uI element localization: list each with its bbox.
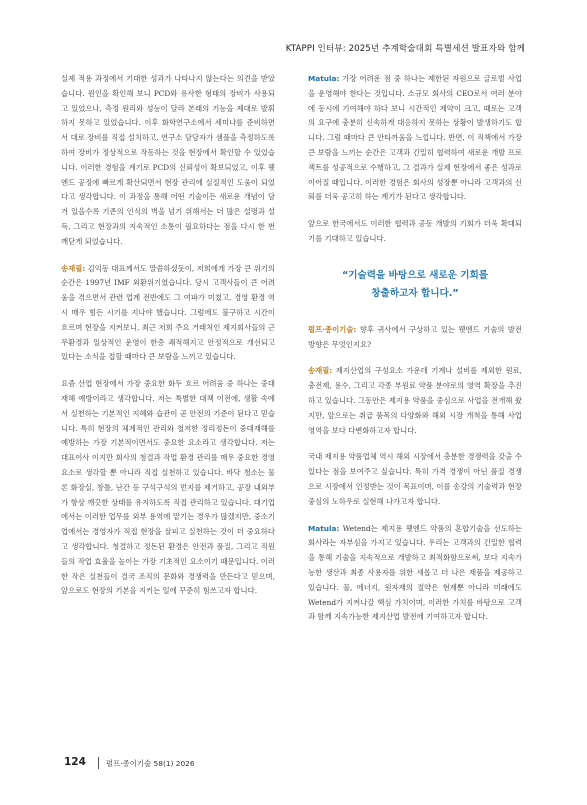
- question: [308, 323, 522, 353]
- speaker-label: Matula:: [308, 74, 340, 83]
- paragraph: 국내 제지용 약품업체 역시 해외 시장에서 충분한 경쟁력을 갖출 수 있다는 점을 보여주고 싶습니다. 특히 가격 경쟁이 아닌 품질 경쟁으로 시장에서 인정받는 것이 목표이며, 이를 송강의 기술력과 현장 중심의 노하우로 실현해 나가고자 합니다.: [308, 452, 522, 506]
- pull-quote: [308, 267, 522, 303]
- paragraph: [308, 72, 522, 205]
- paragraph: 앞으로 한국에서도 이러한 협력과 공동 개발의 기회가 더욱 확대되기를 기대하고 있습니다.: [308, 219, 522, 243]
- paragraph: 실제 적용 과정에서 기대한 성과가 나타나지 않는다는 의견을 받았습니다. 원인을 확인해 보니 PCD와 유사한 형태의 장비가 사용되고 있었으나, 측정 원리와 성능이 달라 본래의 기능을 제대로 발휘하지 못하고 있었습니다. 이후 화학연구소에서 세미나를 준비하면서 대로 장비를 직접 설치하고, 연구소 담당자가 샘플을 측정하도록 하여 장비가 정상적으로 작동하는 것을 현장에서 확인할 수 있었습니다. 이러한 경험을 계기로 PCD의 신뢰성이 확보되었고, 이후 웻엔드 공정에 빠르게 확산되면서 현장 관리에 실질적인 도움이 되었다고 생각합니다. 이 과정을 통해 어떤 기술이든 새로운 개념이 담겨 있을수록 기존의 인식의 벽을 넘기 위해서는 더 많은 설명과 설득, 그리고 현장과의 지속적인 소통이 필요하다는 점을 다시 한 번 깨닫게 되었습니다.: [61, 74, 275, 246]
- paragraph: [61, 262, 275, 366]
- pull-quote-line: “기술력을 바탕으로 새로운 기회를: [341, 269, 489, 281]
- pull-quote-line: 창출하고자 합니다.”: [371, 287, 459, 299]
- paragraph-text: 가장 어려운 점 중 하나는 제한된 자원으로 글로벌 사업을 운영해야 한다는 것입니다. 소규모 회사의 CEO로서 여러 분야에 동시에 기여해야 하다 보니 시간적인 제약이 크고, 때로는 고객의 요구에 충분히 신속하게 대응하지 못하는 상황이 발생하기도 합니다. 그럼 때마다 큰 안타까움을 느낍니다. 반면, 이 직책에서 가장 큰 보람을 느끼는 순간은 고객과 긴밀히 협력하여 새로운 개발 프로젝트를 성공적으로 수행하고, 그 결과가 실제 현장에서 좋은 성과로 이어질 때입니다. 이러한 경험은 회사의 성장뿐 아니라 고객과의 신뢰를 더욱 공고히 하는 계기가 된다고 생각합니다.: [308, 74, 522, 202]
- footer-divider: [98, 757, 99, 769]
- publication-info: 펄프·종이기술 58(1) 2026: [106, 759, 195, 768]
- speaker-label: 송재필:: [308, 366, 333, 376]
- right-column: [308, 72, 522, 637]
- paragraph-text: 제지산업의 구성요소 가운데 기계나 설비를 제외한 원료, 충전제, 용수, 그리고 각종 부원료 약품 분야로의 영역 확장을 추진하고 있습니다. 그동안은 제지용 약품을 중심으로 사업을 전개해 왔지만, 앞으로는 취급 품목의 다양화와 해외 시장 개척을 통해 사업 영역을 보다 다변화하고자 합니다.: [308, 366, 522, 435]
- speaker-label: Matula:: [308, 523, 340, 533]
- paragraph: 요즘 산업 현장에서 가장 중요한 화두 흐르 어려움 중 하나는 중대재해 예방이라고 생각합니다. 저는 특별한 대책 이전에, 생활 속에서 실천하는 기본적인 지혜와 습관이 곧 안전의 기준이 된다고 믿습니다. 특히 현장의 체계적인 관리와 철저한 정리정돈이 중대재해를 예방하는 가장 기본적이면서도 중요한 요소라고 생각합니다. 저는 대표이사 이지만 회사의 청결과 작업 환경 관리를 매우 중요한 경영 요소로 생각할 뿐 아니라 직접 실천하고 있습니다. 바닥 청소는 물론 화장실, 창틀, 난간 등 구석구석의 먼지를 제거하고, 공장 내외부가 항상 깨끗한 상태를 유지하도록 직접 관리하고 있습니다. 대기업에서는 이러한 업무를 외부 용역에 맡기는 경우가 많겠지만, 중소기업에서는 경영자가 직접 현장을 살피고 실천하는 것이 더 중요하다고 생각합니다. 청결하고 정돈된 환경은 안전과 품질, 그리고 직원들의 작업 효율을 높이는 가장 기초적인 요소이기 때문입니다. 이러한 작은 실천들이 결국 조직의 문화와 경쟁력을 만든다고 믿으며, 앞으로도 현장의 기본을 지키는 일에 꾸준히 힘쓰고자 합니다.: [61, 379, 275, 596]
- speaker-label: 송재필:: [61, 263, 86, 273]
- interviewer-label: 펄프·종이기술:: [308, 324, 357, 334]
- paragraph-text: 김익동 대표께서도 말씀하셨듯이, 저희에게 가장 큰 위기의 순간은 1997년 IMF 외환위기였습니다. 당시 고객사들이 큰 어려움을 겪으면서 관련 업계 전반에도 그 여파가 미쳤고, 경영 환경 역시 매우 힘든 시기를 지나야 했습니다. 그럼에도 불구하고 시간이 흐르며 현장을 지켜보니, 최근 저희 주요 거래처인 제지회사들의 근무환경과 일상적인 운영이 한층 쾌적해지고 안정적으로 개선되고 있다는 소식을 접할 때마다 큰 보람을 느끼고 있습니다.: [61, 263, 275, 362]
- page-footer: [40, 757, 550, 781]
- running-header: KTAPPI 인터뷰: 2025년 추계학술대회 특별세션 발표자와 함께: [285, 44, 525, 54]
- paragraph: [308, 522, 522, 626]
- question-text: 향후 귀사에서 구상하고 있는 웻엔드 기술의 발전 방향은 무엇인지요?: [308, 324, 522, 349]
- page-number: 124: [64, 756, 86, 768]
- paragraph: [308, 364, 522, 438]
- paragraph-text: Wetend는 제지용 웻엔드 약품의 혼합기술을 선도하는 회사라는 자부심을 가지고 있습니다. 우리는 고객과의 긴밀한 협력을 통해 기술을 지속적으로 개발하고 최적화함으로써, 보다 지속가능한 생산과 최종 사용자를 위한 새롭고 더 나은 제품을 제공하고 있습니다. 물, 에너지, 원자재의 절약은 현재뿐 아니라 미래에도 Wetend가 지켜나갈 핵심 가치이며, 이러한 가치를 바탕으로 고객과 함께 지속가능한 제지산업 발전에 기여하고자 합니다.: [308, 523, 522, 622]
- left-column: [61, 72, 275, 611]
